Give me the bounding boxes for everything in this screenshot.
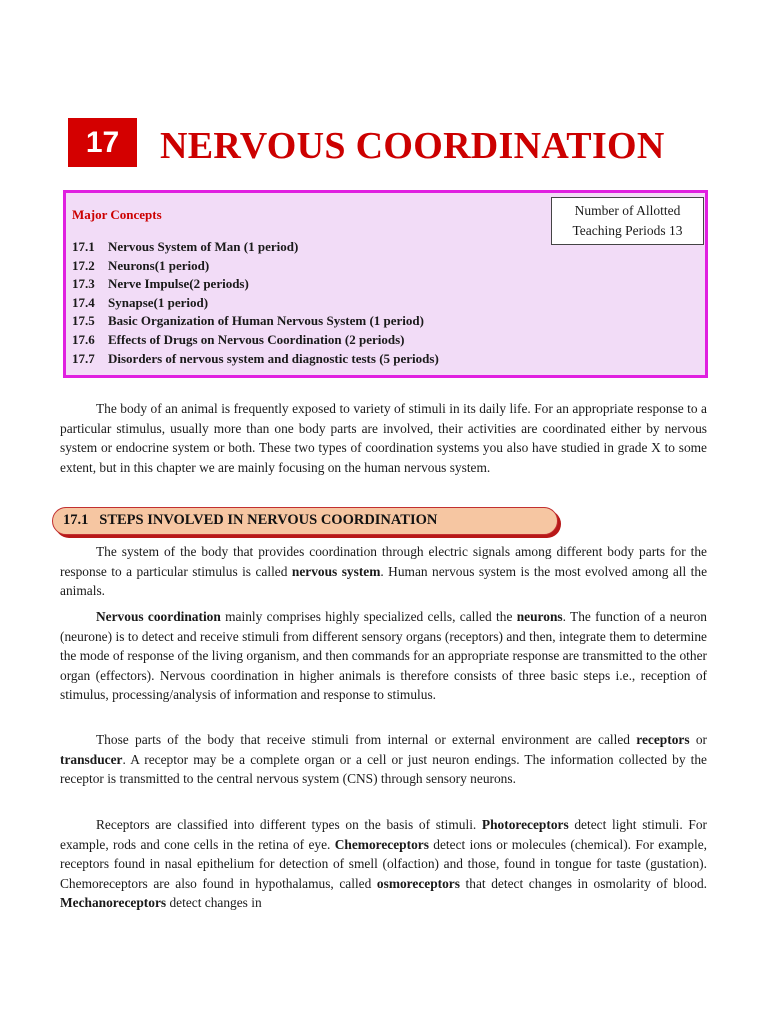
- paragraph-receptors: Those parts of the body that receive stimuli from internal or external environment are called receptors or transducer. A receptor may be a complete organ or a cell or just neuron endings. The information collected by the receptor is transmitted to the central nervous system (CNS) through sensory neurons.: [60, 732, 707, 786]
- concept-item: 17.3 Nerve Impulse(2 periods): [72, 276, 249, 292]
- concept-item: 17.6 Effects of Drugs on Nervous Coordination (2 periods): [72, 331, 405, 347]
- concept-item: 17.2 Neurons(1 period): [72, 257, 210, 273]
- allotted-periods-box: [551, 197, 704, 245]
- major-concepts-heading: Major Concepts: [72, 207, 162, 222]
- intro-paragraph: The body of an animal is frequently exposed to variety of stimuli in its daily life. For an appropriate response to a particular stimulus, usually more than one body parts are involved, their activities are coordinated either by nervous system or endocrine system or both. These two types of coordination systems you also have studied in grade X to some extent, but in this chapter we are mainly focusing on the human nervous system.: [60, 401, 707, 475]
- section-heading: 17.1 STEPS INVOLVED IN NERVOUS COORDINATION: [63, 512, 438, 528]
- concept-item: 17.1 Nervous System of Man (1 period): [72, 239, 299, 254]
- section-heading-banner: [52, 507, 558, 535]
- allotted-line-1: Number of Allotted: [574, 203, 681, 218]
- concept-item: 17.5 Basic Organization of Human Nervous System (1 period): [72, 313, 424, 329]
- paragraph-receptor-types: Receptors are classified into different types on the basis of stimuli. Photoreceptors detect light stimuli. For example, rods and cone cells in the retina of eye. Chemoreceptors detect ions or molecules (chemical). For example, receptors found in nasal epithelium for detection of smell (olfaction) and those, found in tongue for taste (gustation). Chemoreceptors are also found in hypothalamus, called osmoreceptors that detect changes in osmolarity of blood. Mechanoreceptors detect changes in: [60, 817, 708, 910]
- chapter-title: NERVOUS COORDINATION: [160, 125, 665, 167]
- concept-list: [72, 238, 439, 368]
- major-concepts-box: [63, 190, 708, 378]
- concept-item: 17.4 Synapse(1 period): [72, 294, 209, 310]
- paragraph-nervous-system: The system of the body that provides coordination through electric signals among different body parts for the response to a particular stimulus is called nervous system. Human nervous system is the most evolved among all the animals.: [60, 544, 708, 598]
- allotted-line-2: Teaching Periods 13: [572, 223, 683, 238]
- concept-item: 17.7 Disorders of nervous system and diagnostic tests (5 periods): [72, 350, 439, 366]
- paragraph-nervous-coordination: Nervous coordination mainly comprises highly specialized cells, called the neurons. The function of a neuron (neurone) is to detect and receive stimuli from different sensory organs (receptors) and then, integrate them to determine the mode of response of the living organism, and then commands for an appropriate response are transmitted to the other organ (effectors). Nervous coordination in higher animals is therefore consists of three basic steps i.e., reception of stimulus, processing/analysis of information and response to stimulus.: [60, 609, 707, 702]
- chapter-number-badge: 17: [68, 118, 137, 167]
